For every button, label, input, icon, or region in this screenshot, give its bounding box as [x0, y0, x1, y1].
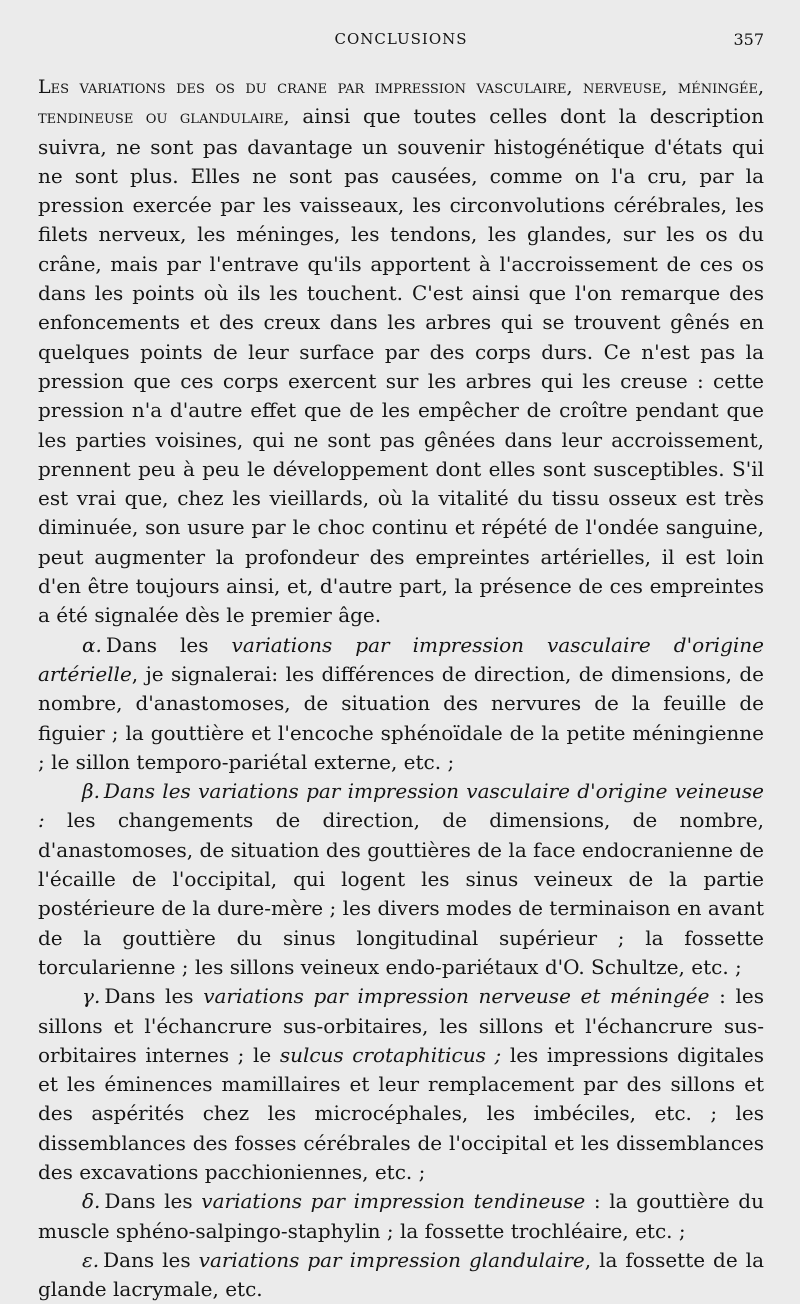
- item-text: Dans les: [104, 984, 204, 1009]
- item-italic: variations par impression tendineuse: [201, 1189, 586, 1214]
- list-item-epsilon: [38, 1246, 764, 1304]
- item-text: Dans les: [103, 1247, 199, 1272]
- item-italic: Dans les variations par impression vasculaire d'origine veineuse :: [38, 779, 764, 833]
- intro-lead-caps: Les variations des os du crane par impression vasculaire, nerveuse, méningée, tendineuse ou glandulaire,: [38, 76, 764, 129]
- item-italic: variations par impression vasculaire d'origine artérielle: [38, 632, 764, 686]
- item-text: : les sillons et l'échancrure sus-orbitaires, les sillons et l'échancrure sus-orbitaires internes ; le: [38, 984, 764, 1067]
- item-text: les changements de direction, de dimensions, de nombre, d'anastomoses, de situation des gouttières de la face endocranienne de l'écaille de l'occipital, qui logent les sinus veineux de la partie postérieure de la dure-mère ; les divers modes de terminaison en avant de la gouttière du sinus longitudinal supérieur ; la fossette torcularienne ; les sillons veineux endo-pariétaux d'O. Schultze, etc. ;: [38, 808, 764, 979]
- item-marker: δ.: [82, 1189, 101, 1214]
- list-item-beta: [38, 777, 764, 982]
- item-text: Dans les: [104, 1189, 202, 1214]
- running-title: CONCLUSIONS: [334, 30, 468, 48]
- intro-text: ainsi que toutes celles dont la description suivra, ne sont pas davantage un souvenir histogénétique d'états qui ne sont plus. Elles ne sont pas causées, comme on l'a cru, par la pression exercée par les vaisseaux, les circonvolutions cérébrales, les filets nerveux, les méninges, les tendons, les glandes, sur les os du crâne, mais par l'entrave qu'ils apportent à l'accroissement de ces os dans les points où ils les touchent. C'est ainsi que l'on remarque des enfoncements et des creux dans les arbres qui se trouvent gênés en quelques points de leur surface par des corps durs. Ce n'est pas la pression que ces corps exercent sur les arbres qui les creuse : cette pression n'a d'autre effet que de les empêcher de croître pendant que les parties voisines, qui ne sont pas gênées dans leur accroissement, prennent peu à peu le développement dont elles sont susceptibles. S'il est vrai que, chez les vieillards, où la vitalité du tissu osseux est très diminuée, son usure par le choc continu et répété de l'ondée sanguine, peut augmenter la profondeur des empreintes artérielles, il est loin d'en être toujours ainsi, et, d'autre part, la présence de ces empreintes a été signalée dès le premier âge.: [38, 104, 764, 628]
- item-text: , la fossette de la glande lacrymale, etc.: [38, 1247, 764, 1302]
- item-marker: β.: [82, 779, 100, 804]
- intro-paragraph: [38, 72, 764, 631]
- item-text: Dans les: [105, 632, 232, 657]
- list-item-gamma: [38, 982, 764, 1187]
- item-italic: sulcus crotaphiticus ;: [279, 1042, 502, 1067]
- page-number: 357: [733, 30, 764, 49]
- item-text: , je signalerai: les différences de direction, de dimensions, de nombre, d'anastomoses, de situation des nervures de la feuille de figuier ; la gouttière et l'encoche sphénoïdale de la petite méningienne ; le sillon temporo-pariétal externe, etc. ;: [38, 661, 764, 774]
- list-item-delta: [38, 1187, 764, 1246]
- list-item-alpha: [38, 631, 764, 777]
- item-marker: ε.: [82, 1247, 100, 1272]
- item-text: les impressions digitales et les éminences mamillaires et leur remplacement par des sillons et des aspérités chez les microcéphales, les imbéciles, etc. ; les dissemblances des fosses cérébrales de l'occipital et les dissemblances des excavations pacchioniennes, etc. ;: [38, 1042, 765, 1184]
- item-italic: variations par impression nerveuse et méningée: [203, 984, 710, 1009]
- page-body: [38, 72, 764, 1304]
- item-italic: variations par impression glandulaire: [198, 1247, 585, 1272]
- item-text: : la gouttière du muscle sphéno-salpingo-staphylin ; la fossette trochléaire, etc. ;: [38, 1189, 764, 1243]
- page-header: [38, 30, 764, 54]
- item-marker: γ.: [82, 984, 101, 1009]
- item-marker: α.: [82, 632, 102, 657]
